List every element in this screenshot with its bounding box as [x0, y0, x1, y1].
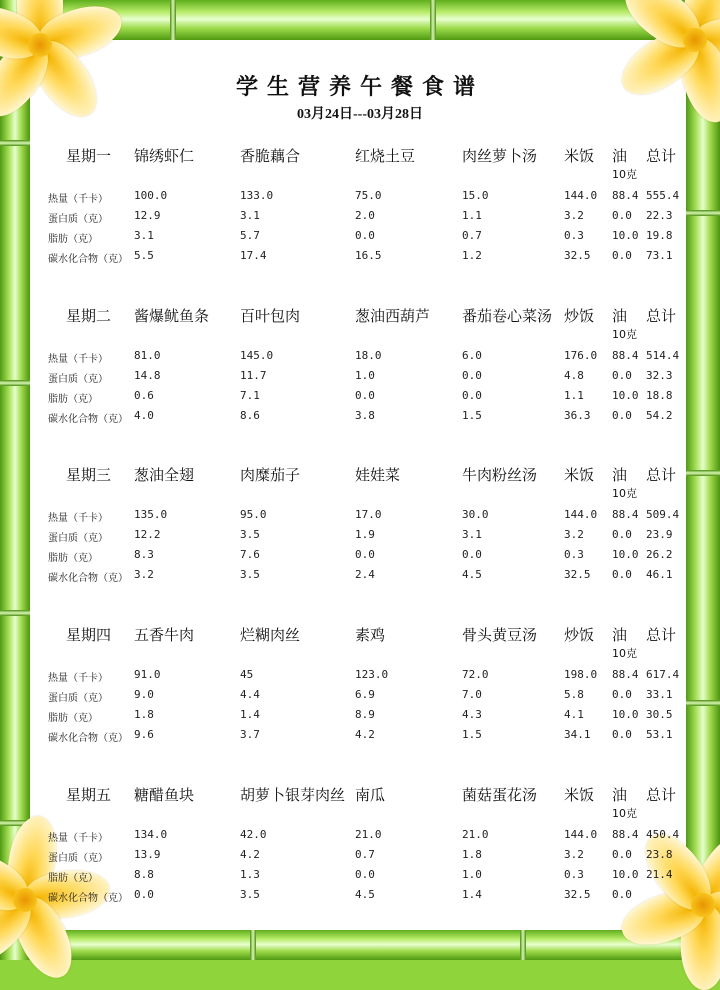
total-label: 总计 — [646, 466, 677, 484]
day-section — [0, 464, 720, 604]
nutrient-value: 617.4 — [646, 668, 680, 681]
nutrient-value: 22.3 — [646, 209, 673, 222]
nutrient-value: 10.0 — [612, 868, 639, 881]
nutrient-value: 26.2 — [646, 548, 673, 561]
nutrient-value: 133.0 — [240, 189, 274, 202]
nutrient-value: 3.2 — [564, 209, 584, 222]
nutrient-label: 蛋白质（克） — [48, 693, 108, 704]
nutrient-label: 碳水化合物（克） — [48, 414, 128, 425]
nutrient-value: 3.8 — [355, 409, 375, 422]
nutrient-value: 0.0 — [355, 229, 375, 242]
nutrient-value: 8.9 — [355, 708, 375, 721]
nutrient-label: 脂肪（克） — [48, 873, 98, 884]
nutrient-value: 12.2 — [134, 528, 161, 541]
nutrient-value: 15.0 — [462, 189, 489, 202]
day-section — [0, 624, 720, 764]
nutrient-value: 0.0 — [134, 888, 154, 901]
nutrient-value: 34.1 — [564, 728, 591, 741]
nutrient-value: 0.0 — [612, 409, 632, 422]
dish-name: 米饭 — [564, 786, 595, 804]
nutrient-value: 6.9 — [355, 688, 375, 701]
date-range: 03月24日---03月28日 — [297, 107, 423, 122]
weekday-label: 星期二 — [66, 307, 112, 325]
nutrient-value: 14.8 — [134, 369, 161, 382]
nutrient-label: 碳水化合物（克） — [48, 254, 128, 265]
day-section — [0, 784, 720, 924]
nutrient-value: 45 — [240, 668, 254, 681]
nutrient-value: 0.0 — [612, 848, 632, 861]
nutrient-value: 0.0 — [355, 868, 375, 881]
oil-unit: 10克 — [612, 807, 637, 820]
nutrient-label: 碳水化合物（克） — [48, 893, 128, 904]
nutrient-value: 88.4 — [612, 828, 639, 841]
nutrient-label: 碳水化合物（克） — [48, 733, 128, 744]
nutrient-value: 18.8 — [646, 389, 673, 402]
dish-name: 烂糊肉丝 — [240, 626, 301, 644]
nutrient-value: 88.4 — [612, 508, 639, 521]
oil-label: 油 — [612, 466, 628, 484]
dish-name: 锦绣虾仁 — [134, 147, 195, 165]
nutrient-label: 蛋白质（克） — [48, 853, 108, 864]
dish-name: 牛肉粉丝汤 — [462, 466, 538, 484]
total-label: 总计 — [646, 786, 677, 804]
nutrient-value: 10.0 — [612, 548, 639, 561]
nutrient-value: 514.4 — [646, 349, 680, 362]
nutrient-value: 19.8 — [646, 229, 673, 242]
oil-label: 油 — [612, 626, 628, 644]
nutrient-value: 17.0 — [355, 508, 382, 521]
nutrient-value: 0.6 — [134, 389, 154, 402]
oil-label: 油 — [612, 786, 628, 804]
dish-name: 香脆藕合 — [240, 147, 301, 165]
nutrient-value: 5.7 — [240, 229, 260, 242]
nutrient-value: 1.5 — [462, 728, 482, 741]
nutrient-value: 0.0 — [612, 249, 632, 262]
nutrient-value: 3.2 — [564, 848, 584, 861]
nutrient-value: 3.2 — [564, 528, 584, 541]
nutrient-label: 热量（千卡） — [48, 833, 108, 844]
dish-name: 胡萝卜银芽肉丝 — [240, 786, 346, 804]
nutrient-value: 1.0 — [462, 868, 482, 881]
day-section — [0, 145, 720, 285]
oil-label: 油 — [612, 147, 628, 165]
nutrient-value: 88.4 — [612, 349, 639, 362]
nutrient-value: 555.4 — [646, 189, 680, 202]
dish-name: 番茄卷心菜汤 — [462, 307, 553, 325]
nutrient-label: 脂肪（克） — [48, 394, 98, 405]
weekday-label: 星期一 — [66, 147, 112, 165]
nutrient-value: 54.2 — [646, 409, 673, 422]
nutrient-value: 450.4 — [646, 828, 680, 841]
oil-unit: 10克 — [612, 647, 637, 660]
nutrient-value: 509.4 — [646, 508, 680, 521]
nutrient-value: 0.7 — [462, 229, 482, 242]
total-label: 总计 — [646, 307, 677, 325]
nutrient-value: 53.1 — [646, 728, 673, 741]
nutrient-value: 5.5 — [134, 249, 154, 262]
nutrient-value: 7.1 — [240, 389, 260, 402]
nutrient-value: 10.0 — [612, 389, 639, 402]
nutrient-value: 32.3 — [646, 369, 673, 382]
nutrient-value: 144.0 — [564, 828, 598, 841]
nutrient-value: 0.3 — [564, 868, 584, 881]
nutrient-value: 17.4 — [240, 249, 267, 262]
weekday-label: 星期五 — [66, 786, 112, 804]
nutrient-value: 16.5 — [355, 249, 382, 262]
nutrient-value: 1.8 — [134, 708, 154, 721]
nutrient-label: 热量（千卡） — [48, 673, 108, 684]
nutrient-value: 6.0 — [462, 349, 482, 362]
nutrient-value: 0.0 — [612, 888, 632, 901]
nutrient-value: 4.4 — [240, 688, 260, 701]
nutrient-value: 1.4 — [462, 888, 482, 901]
nutrient-value: 91.0 — [134, 668, 161, 681]
nutrient-value: 176.0 — [564, 349, 598, 362]
nutrient-value: 11.7 — [240, 369, 267, 382]
dish-name: 炒饭 — [564, 626, 595, 644]
nutrient-value: 0.0 — [612, 688, 632, 701]
nutrient-value: 145.0 — [240, 349, 274, 362]
nutrient-value: 135.0 — [134, 508, 168, 521]
nutrient-value: 4.8 — [564, 369, 584, 382]
nutrient-value: 4.2 — [355, 728, 375, 741]
nutrient-value: 4.1 — [564, 708, 584, 721]
nutrient-value: 4.2 — [240, 848, 260, 861]
nutrient-value: 23.9 — [646, 528, 673, 541]
dish-name: 肉糜茄子 — [240, 466, 301, 484]
nutrient-label: 碳水化合物（克） — [48, 573, 128, 584]
nutrient-value: 2.0 — [355, 209, 375, 222]
nutrient-value: 7.6 — [240, 548, 260, 561]
nutrient-value: 8.3 — [134, 548, 154, 561]
nutrient-value: 0.3 — [564, 548, 584, 561]
nutrient-value: 88.4 — [612, 189, 639, 202]
nutrient-value: 1.4 — [240, 708, 260, 721]
dish-name: 米饭 — [564, 147, 595, 165]
nutrient-value: 8.6 — [240, 409, 260, 422]
weekday-label: 星期三 — [66, 466, 112, 484]
nutrient-value: 21.0 — [462, 828, 489, 841]
nutrient-value: 198.0 — [564, 668, 598, 681]
nutrient-value: 100.0 — [134, 189, 168, 202]
nutrient-value: 1.0 — [355, 369, 375, 382]
dish-name: 肉丝萝卜汤 — [462, 147, 538, 165]
nutrient-value: 1.8 — [462, 848, 482, 861]
nutrient-value: 4.0 — [134, 409, 154, 422]
nutrient-value: 3.1 — [134, 229, 154, 242]
nutrient-value: 3.5 — [240, 568, 260, 581]
dish-name: 娃娃菜 — [355, 466, 401, 484]
nutrient-value: 36.3 — [564, 409, 591, 422]
nutrient-value: 7.0 — [462, 688, 482, 701]
dish-name: 酱爆鱿鱼条 — [134, 307, 210, 325]
dish-name: 葱油西葫芦 — [355, 307, 431, 325]
nutrient-value: 12.9 — [134, 209, 161, 222]
nutrient-value: 0.0 — [355, 389, 375, 402]
dish-name: 红烧土豆 — [355, 147, 416, 165]
nutrient-value: 0.0 — [462, 369, 482, 382]
oil-unit: 10克 — [612, 168, 637, 181]
nutrient-value: 32.5 — [564, 249, 591, 262]
nutrient-label: 蛋白质（克） — [48, 374, 108, 385]
nutrient-value: 134.0 — [134, 828, 168, 841]
nutrient-value: 4.5 — [355, 888, 375, 901]
page-title: 学生营养午餐食谱 — [235, 75, 484, 100]
nutrient-value: 0.7 — [355, 848, 375, 861]
nutrient-value: 3.2 — [134, 568, 154, 581]
nutrient-value: 0.0 — [612, 209, 632, 222]
nutrient-label: 热量（千卡） — [48, 513, 108, 524]
nutrient-value: 9.6 — [134, 728, 154, 741]
nutrient-value: 0.0 — [462, 389, 482, 402]
dish-name: 百叶包肉 — [240, 307, 301, 325]
nutrient-value: 0.0 — [612, 568, 632, 581]
nutrient-value: 3.7 — [240, 728, 260, 741]
nutrient-value: 95.0 — [240, 508, 267, 521]
nutrient-value: 4.5 — [462, 568, 482, 581]
nutrient-value: 30.0 — [462, 508, 489, 521]
nutrient-value: 18.0 — [355, 349, 382, 362]
nutrient-value: 123.0 — [355, 668, 389, 681]
oil-unit: 10克 — [612, 328, 637, 341]
nutrient-value: 42.0 — [240, 828, 267, 841]
dish-name: 五香牛肉 — [134, 626, 195, 644]
nutrient-value: 21.4 — [646, 868, 673, 881]
nutrient-value: 3.1 — [462, 528, 482, 541]
nutrient-label: 热量（千卡） — [48, 194, 108, 205]
nutrient-value: 8.8 — [134, 868, 154, 881]
nutrient-value: 5.8 — [564, 688, 584, 701]
nutrient-value: 0.0 — [612, 528, 632, 541]
nutrient-value: 32.5 — [564, 888, 591, 901]
total-label: 总计 — [646, 626, 677, 644]
day-section — [0, 305, 720, 445]
nutrient-value: 73.1 — [646, 249, 673, 262]
nutrient-value: 144.0 — [564, 189, 598, 202]
nutrient-label: 蛋白质（克） — [48, 214, 108, 225]
nutrient-label: 脂肪（克） — [48, 234, 98, 245]
nutrient-value: 3.5 — [240, 528, 260, 541]
nutrient-value: 0.3 — [564, 229, 584, 242]
dish-name: 葱油全翅 — [134, 466, 195, 484]
nutrient-value: 1.5 — [462, 409, 482, 422]
nutrient-value: 3.1 — [240, 209, 260, 222]
dish-name: 素鸡 — [355, 626, 386, 644]
dish-name: 糖醋鱼块 — [134, 786, 195, 804]
nutrient-value: 21.0 — [355, 828, 382, 841]
oil-label: 油 — [612, 307, 628, 325]
nutrient-value: 13.9 — [134, 848, 161, 861]
nutrient-value: 10.0 — [612, 708, 639, 721]
nutrient-value: 0.0 — [612, 369, 632, 382]
nutrient-value: 72.0 — [462, 668, 489, 681]
nutrient-value: 46.1 — [646, 568, 673, 581]
weekday-label: 星期四 — [66, 626, 112, 644]
nutrient-value: 88.4 — [612, 668, 639, 681]
nutrient-value: 9.0 — [134, 688, 154, 701]
nutrient-label: 脂肪（克） — [48, 553, 98, 564]
nutrient-value: 2.4 — [355, 568, 375, 581]
dish-name: 炒饭 — [564, 307, 595, 325]
dish-name: 米饭 — [564, 466, 595, 484]
nutrient-value: 10.0 — [612, 229, 639, 242]
nutrient-value: 1.1 — [462, 209, 482, 222]
nutrient-label: 脂肪（克） — [48, 713, 98, 724]
nutrient-value: 0.0 — [612, 728, 632, 741]
nutrient-value: 1.1 — [564, 389, 584, 402]
nutrient-value: 0.0 — [355, 548, 375, 561]
nutrient-label: 热量（千卡） — [48, 354, 108, 365]
dish-name: 南瓜 — [355, 786, 386, 804]
oil-unit: 10克 — [612, 487, 637, 500]
nutrient-value: 75.0 — [355, 189, 382, 202]
nutrient-value: 4.3 — [462, 708, 482, 721]
nutrient-value: 81.0 — [134, 349, 161, 362]
nutrient-value: 3.5 — [240, 888, 260, 901]
nutrient-value: 1.9 — [355, 528, 375, 541]
nutrient-value: 144.0 — [564, 508, 598, 521]
nutrient-value: 1.3 — [240, 868, 260, 881]
dish-name: 骨头黄豆汤 — [462, 626, 538, 644]
nutrient-value: 23.8 — [646, 848, 673, 861]
nutrient-value: 32.5 — [564, 568, 591, 581]
dish-name: 菌菇蛋花汤 — [462, 786, 538, 804]
nutrient-label: 蛋白质（克） — [48, 533, 108, 544]
total-label: 总计 — [646, 147, 677, 165]
nutrient-value: 0.0 — [462, 548, 482, 561]
nutrient-value: 1.2 — [462, 249, 482, 262]
nutrient-value: 33.1 — [646, 688, 673, 701]
nutrient-value: 30.5 — [646, 708, 673, 721]
